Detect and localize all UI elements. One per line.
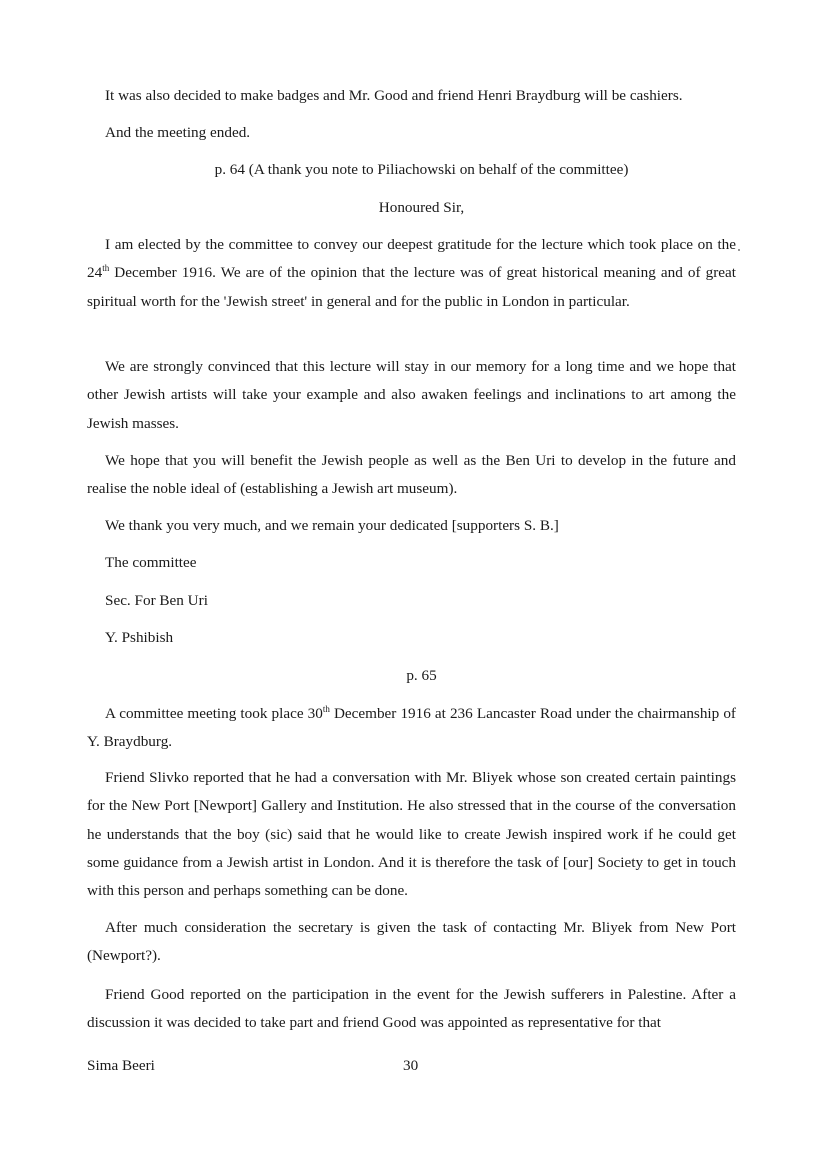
closing-line: We thank you very much, and we remain your dedicated [supporters S. B.] — [105, 517, 559, 534]
signature-secretary: Sec. For Ben Uri — [105, 592, 208, 609]
paragraph-gratitude-part2: December 1916. We are of the opinion that the lecture was of great historical meaning and of great spiritual worth for the 'Jewish street' in general and for the public in London in particular. — [87, 264, 736, 310]
ordinal-suffix: th — [322, 704, 330, 714]
stray-mark — [738, 249, 740, 251]
footer-page-number: 30 — [403, 1057, 419, 1074]
text-line-meeting-ended: And the meeting ended. — [105, 124, 251, 141]
paragraph-meeting-part1: A committee meeting took place 30 — [105, 705, 323, 722]
ordinal-suffix: th — [102, 263, 110, 274]
text-line-badges: It was also decided to make badges and Mr. Good and friend Henri Braydburg will be cashiers. — [105, 87, 683, 104]
paragraph-convinced: We are strongly convinced that this lecture will stay in our memory for a long time and we hope that other Jewish artists will take your example and also awaken feelings and inclinations to art among the Jewish masses. — [87, 358, 736, 432]
heading-p64: p. 64 (A thank you note to Piliachowski on behalf of the committee) — [214, 161, 629, 178]
signature-committee: The committee — [105, 554, 197, 571]
footer-author: Sima Beeri — [87, 1057, 155, 1074]
paragraph-slivko-report: Friend Slivko reported that he had a conversation with Mr. Bliyek whose son created certain paintings for the New Port [Newport] Gallery and Institution. He also stressed that in the course of the conversation he understands that the boy (sic) said that he would like to create Jewish inspired work if he could get some guidance from a Jewish artist in London. And it is therefore the task of [our] Society to get in touch with this person and perhaps something can be done. — [87, 769, 736, 900]
signature-name: Y. Pshibish — [105, 629, 174, 646]
paragraph-committee-meeting — [87, 700, 736, 757]
paragraph-meeting-part2: December 1916 at 236 Lancaster Road under the chairmanship of Y. Braydburg. — [87, 705, 736, 751]
heading-p65: p. 65 — [406, 667, 437, 684]
paragraph-benefit: We hope that you will benefit the Jewish people as well as the Ben Uri to develop in the future and realise the noble ideal of (establishing a Jewish art museum). — [87, 452, 736, 498]
paragraph-gratitude-part1: I am elected by the committee to convey our deepest gratitude for the lecture which took place on the 24 — [87, 236, 736, 282]
paragraph-gratitude — [87, 231, 736, 316]
salutation: Honoured Sir, — [378, 199, 465, 216]
paragraph-good-report: Friend Good reported on the participation in the event for the Jewish sufferers in Palestine. After a discussion it was decided to take part and friend Good was appointed as representative for that — [87, 986, 736, 1032]
paragraph-consideration: After much consideration the secretary is given the task of contacting Mr. Bliyek from New Port (Newport?). — [87, 919, 736, 965]
